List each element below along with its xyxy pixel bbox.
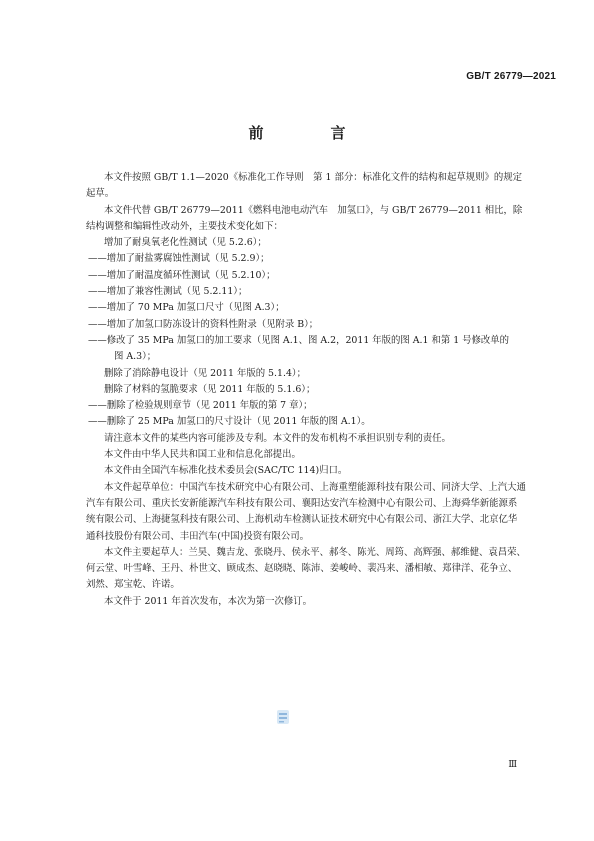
paragraph: 本文件由全国汽车标准化技术委员会(SAC/TC 114)归口。 [104, 465, 348, 477]
paragraph: 本文件主要起草人：兰昊、魏吉龙、张晓丹、侯永平、郝冬、陈光、周筠、高辉强、郝维健、袁昌荣、何云堂、叶雪峰、王丹、朴世文、顾成杰、赵晓晓、陈沛、姜峻岭、裴冯来、潘相敏、郑律洋、花争立、刘然、郑宝乾、许诺。 [86, 546, 526, 591]
standard-code: GB/T 26779—2021 [466, 71, 556, 82]
paragraph: 本文件由中华人民共和国工业和信息化部提出。 [104, 449, 301, 461]
change-item: ——修改了 35 MPa 加氢口的加工要求（见图 A.1、图 A.2，2011 年版的图 A.1 和第 1 号修改单的 [88, 334, 510, 346]
change-item: ——增加了兼容性测试（见 5.2.11）； [88, 286, 248, 298]
change-item: 增加了耐臭氧老化性测试（见 5.2.6）； [104, 237, 267, 249]
change-item: 删除了材料的氢脆要求（见 2011 年版的 5.1.6）； [104, 383, 316, 395]
stamp-icon [276, 709, 290, 725]
change-item: ——增加了耐盐雾腐蚀性测试（见 5.2.9）； [88, 253, 270, 265]
change-item: ——增加了耐温度循环性测试（见 5.2.10）； [88, 269, 276, 281]
paragraph: 本文件于 2011 年首次发布，本次为第一次修订。 [104, 595, 312, 607]
change-item-continued: 图 A.3）； [114, 351, 157, 363]
paragraph: 请注意本文件的某些内容可能涉及专利。本文件的发布机构不承担识别专利的责任。 [104, 432, 451, 444]
paragraph: 本文件起草单位：中国汽车技术研究中心有限公司、上海重塑能源科技有限公司、同济大学、上汽大通汽车有限公司、重庆长安新能源汽车科技有限公司、襄阳达安汽车检测中心有限公司、上海舜华新能源系统有限公司、上海捷氢科技有限公司、上海机动车检测认证技术研究中心有限公司、浙江大学、北京亿华通科技股份有限公司、丰田汽车(中国)投资有限公司。 [86, 481, 526, 542]
change-item: 删除了消除静电设计（见 2011 年版的 5.1.4）； [104, 367, 306, 379]
page-number: Ⅲ [508, 760, 517, 770]
change-item: ——删除了 25 MPa 加氢口的尺寸设计（见 2011 年版的图 A.1）。 [88, 416, 371, 428]
change-item: ——增加了加氢口防冻设计的资料性附录（见附录 B）； [88, 318, 319, 330]
change-item: ——删除了检验规则章节（见 2011 年版的第 7 章）； [88, 400, 313, 412]
change-item: ——增加了 70 MPa 加氢口尺寸（见图 A.3）； [88, 302, 285, 314]
page-title: 前 言 [248, 124, 372, 142]
foreword-body [86, 170, 526, 610]
paragraph: 本文件按照 GB/T 1.1—2020《标准化工作导则 第 1 部分：标准化文件的结构和起草规则》的规定起草。 [86, 172, 522, 200]
paragraph: 本文件代替 GB/T 26779—2011《燃料电池电动汽车 加氢口》，与 GB/T 26779—2011 相比，除结构调整和编辑性改动外，主要技术变化如下： [86, 204, 523, 232]
